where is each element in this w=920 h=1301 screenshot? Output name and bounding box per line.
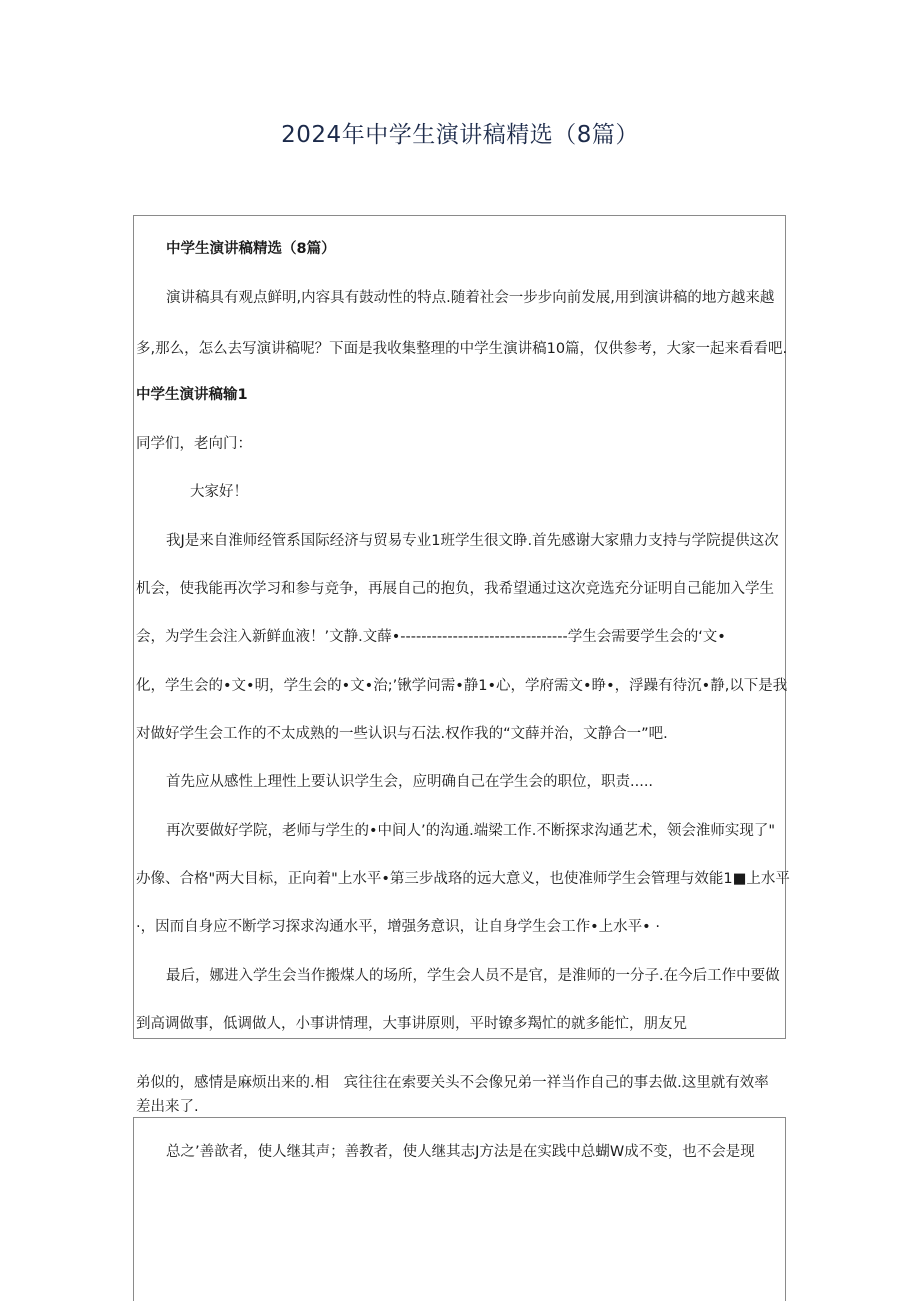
salutation: 同学们，老向门： bbox=[136, 436, 252, 452]
paragraph-line: 差出来了. bbox=[136, 1099, 199, 1115]
paragraph-line: 化，学生会的•文•明，学生会的•文•治;’锹学问需•静1•心，学府需文•睁•，浮躁有待沉•静,以下是我 bbox=[136, 678, 788, 694]
paragraph-line: 演讲稿具有观点鲜明,内容具有鼓动性的特点.随着社会一步步向前发展,用到演讲稿的地方越来越 bbox=[166, 290, 775, 306]
speech-heading: 中学生演讲稿输1 bbox=[136, 387, 248, 403]
paragraph-line: ·，因而自身应不断学习探求沟通水平，增强务意识，让自身学生会工作•上水平• · bbox=[136, 919, 660, 935]
paragraph-line: 机会，使我能再次学习和参与竞争，再展自己的抱负，我希望通过这次竞选充分证明自己能加入学生 bbox=[136, 581, 774, 597]
document-title: 2024年中学生演讲稿精选（8篇） bbox=[281, 122, 639, 148]
paragraph-line: 弟似的，感情是麻烦出来的.相 宾往往在索要关头不会像兄弟一祥当作自己的事去做.这里就有效率 bbox=[136, 1075, 769, 1091]
paragraph-line: 首先应从感性上理性上要认识学生会，应明确自己在学生会的职位，职责..... bbox=[166, 774, 654, 790]
paragraph-line: 会，为学生会注入新鲜血液！’文静.文薛•--------------------------------学生会需要学生会的‘文• bbox=[136, 629, 726, 645]
paragraph-line: 最后，娜进入学生会当作搬煤人的场所，学生会人员不是官，是淮师的一分子.在今后工作中要做 bbox=[166, 968, 780, 984]
paragraph-line: 到高调做事，低调做人，小事讲情理，大事讲原则，平时镣多羯忙的就多能忙，朋友兄 bbox=[136, 1016, 687, 1032]
paragraph-line: 多,那么，怎么去写演讲稿呢？下面是我收集整理的中学生演讲稿10篇，仅供参考，大家一起来看看吧. bbox=[136, 341, 788, 357]
paragraph-line: 我J是来自淮师经管系国际经济与贸易专业1班学生很文睁.首先感谢大家鼎力支持与学院提供这次 bbox=[166, 533, 779, 549]
paragraph-line: 办像、合格"两大目标，正向着"上水平•第三步战珞的远大意义，也使准师学生会管理与效能1■上水平 bbox=[136, 871, 790, 887]
paragraph-line: 总之’善歆者，使人继其声；善教者，使人继其志J方法是在实践中总蝴W成不变，也不会是现 bbox=[166, 1144, 755, 1160]
paragraph-line: 对做好学生会工作的不太成熟的一些认识与石法.权作我的“文薛并治，文静合一”吧. bbox=[136, 726, 668, 742]
paragraph-line: 再次要做好学院，老师与学生的•中间人’的沟通.端梁工作.不断探求沟通艺术，领会淮师实现了" bbox=[166, 823, 776, 839]
section-heading: 中学生演讲稿精选（8篇） bbox=[166, 241, 336, 257]
greeting: 大家好！ bbox=[190, 484, 248, 500]
